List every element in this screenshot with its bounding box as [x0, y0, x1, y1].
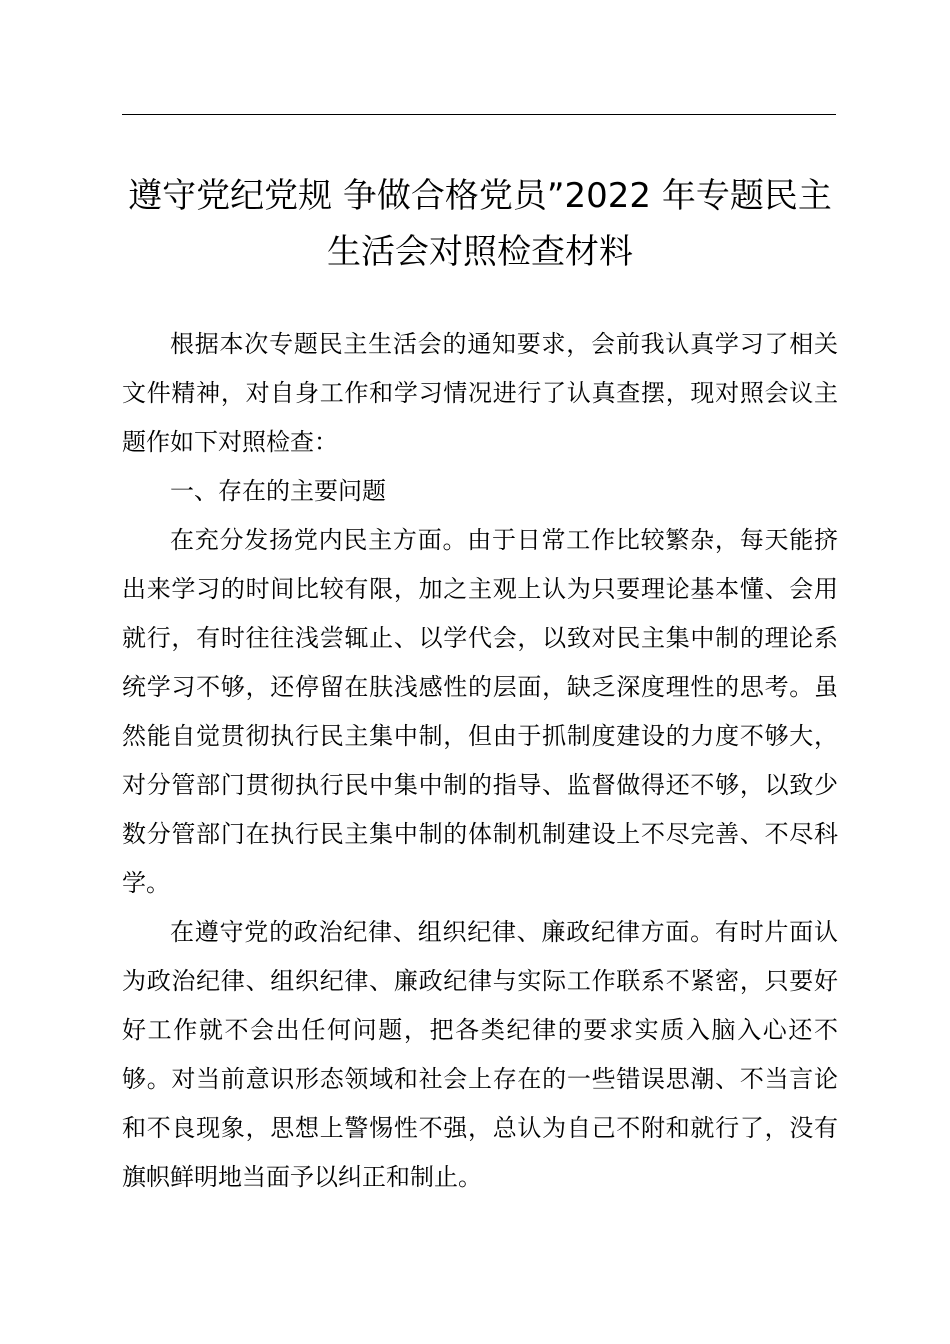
- section-heading: 一、存在的主要问题: [170, 477, 386, 505]
- document-body: [122, 320, 838, 1202]
- body-paragraph: 在遵守党的政治纪律、组织纪律、廉政纪律方面。有时片面认为政治纪律、组织纪律、廉政纪律与实际工作联系不紧密，只要好好工作就不会出任何问题，把各类纪律的要求实质入脑入心还不够。对当前意识形态领域和社会上存在的一些错误思潮、不当言论和不良现象，思想上警惕性不强，总认为自己不附和就行了，没有旗帜鲜明地当面予以纠正和制止。: [122, 918, 838, 1191]
- header-rule: [122, 114, 836, 115]
- intro-paragraph: 根据本次专题民主生活会的通知要求，会前我认真学习了相关文件精神，对自身工作和学习情况进行了认真查摆，现对照会议主题作如下对照检查：: [122, 330, 838, 456]
- title-line-1: 遵守党纪党规 争做合格党员”2022 年专题民主: [128, 176, 832, 216]
- document-title: [100, 168, 860, 280]
- body-paragraph: 在充分发扬党内民主方面。由于日常工作比较繁杂，每天能挤出来学习的时间比较有限，加之主观上认为只要理论基本懂、会用就行，有时往往浅尝辄止、以学代会，以致对民主集中制的理论系统学习不够，还停留在肤浅感性的层面，缺乏深度理性的思考。虽然能自觉贯彻执行民主集中制，但由于抓制度建设的力度不够大，对分管部门贯彻执行民中集中制的指导、监督做得还不够，以致少数分管部门在执行民主集中制的体制机制建设上不尽完善、不尽科学。: [122, 526, 838, 897]
- title-line-2: 生活会对照检查材料: [327, 232, 633, 272]
